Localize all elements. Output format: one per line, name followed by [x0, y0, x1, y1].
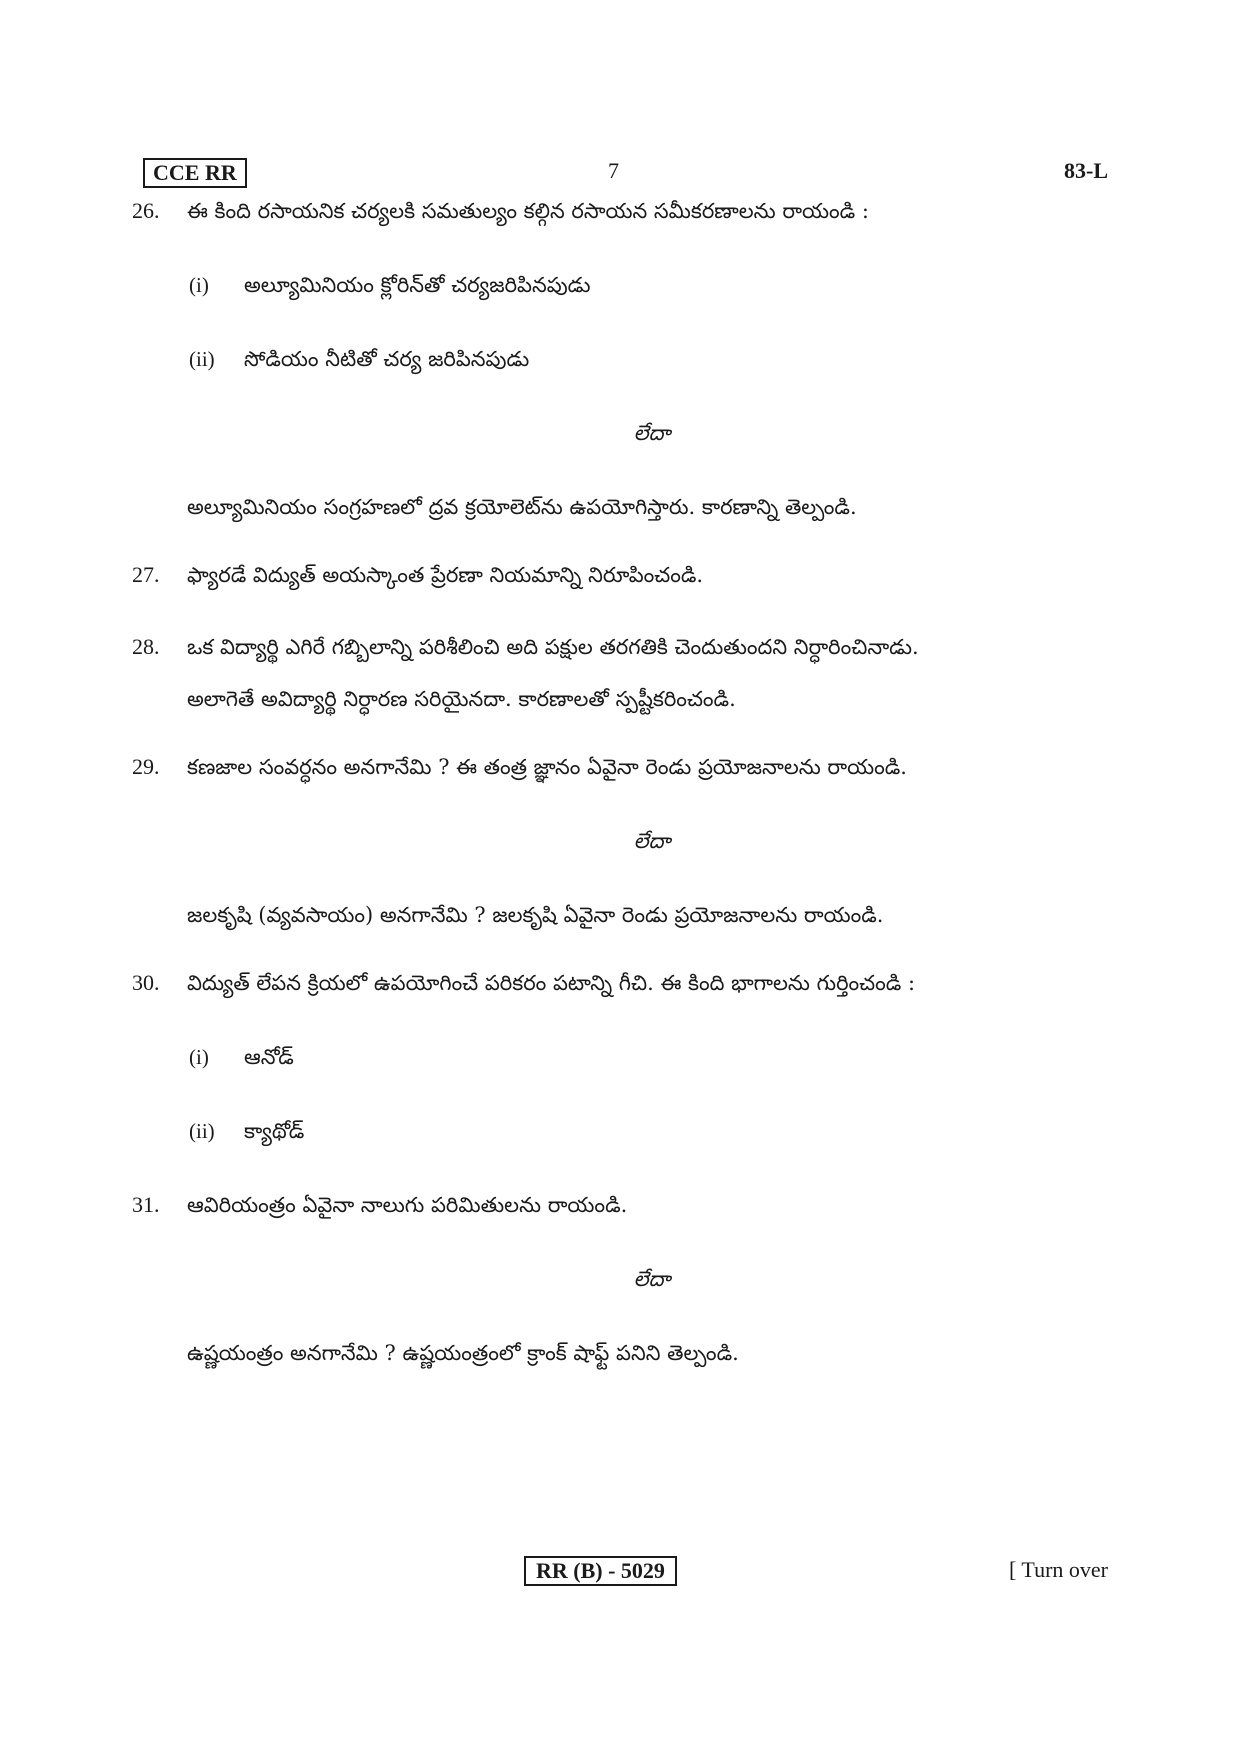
- questions-section: [132, 196, 1117, 1368]
- sub-text: సోడియం నీటితో చర్య జరిపినపుడు: [244, 347, 530, 371]
- question-number: 31.: [132, 1192, 160, 1217]
- question-26-alternative: అల్యూమినియం సంగ్రహణలో ద్రవ క్రయోలెట్‌ను ఉపయోగిస్తారు. కారణాన్ని తెల్పండి.: [187, 495, 857, 519]
- sub-text: ఆనోడ్: [244, 1045, 294, 1069]
- turn-over-label: [ Turn over: [1008, 1557, 1108, 1582]
- question-text-line-1: ఒక విద్యార్థి ఎగిరే గబ్బిలాన్ని పరిశీలించి అది పక్షుల తరగతికి చెందుతుందని నిర్ధారించినాడు.: [187, 635, 919, 659]
- question-26: [132, 196, 1117, 226]
- question-27: [132, 560, 1117, 590]
- question-30-sub-ii: [189, 1116, 1117, 1146]
- page-header: [143, 158, 1108, 190]
- question-30-sub-i: [189, 1042, 1117, 1072]
- or-separator: లేదా: [633, 829, 671, 853]
- footer-code-box: RR (B) - 5029: [524, 1556, 677, 1586]
- question-text: ఈ కింది రసాయనిక చర్యలకి సమతుల్యం కల్గిన రసాయన సమీకరణాలను రాయండి :: [187, 199, 869, 223]
- question-26-sub-ii: [189, 344, 1117, 374]
- sub-text: క్యాథోడ్: [244, 1119, 305, 1143]
- question-28: [132, 632, 1117, 714]
- question-26-sub-i: [189, 270, 1117, 300]
- sub-number: (i): [189, 1045, 209, 1069]
- paper-code: 83-L: [1064, 158, 1108, 183]
- or-separator: లేదా: [633, 421, 671, 445]
- question-text: కణజాల సంవర్ధనం అనగానేమి ? ఈ తంత్ర జ్ఞానం ఏవైనా రెండు ప్రయోజనాలను రాయండి.: [187, 755, 907, 779]
- question-number: 28.: [132, 634, 160, 659]
- exam-code-box: CCE RR: [143, 158, 247, 188]
- question-31: [132, 1190, 1117, 1220]
- question-number: 30.: [132, 970, 160, 995]
- question-number: 26.: [132, 198, 160, 223]
- question-31-alternative: ఉష్ణయంత్రం అనగానేమి ? ఉష్ణయంత్రంలో క్రాంక్ షాఫ్ట్ పనిని తెల్పండి.: [187, 1341, 739, 1365]
- page-number: 7: [608, 158, 619, 183]
- sub-number: (ii): [189, 347, 215, 371]
- sub-text: అల్యూమినియం క్లోరిన్‌తో చర్యజరిపినపుడు: [244, 273, 591, 297]
- page-footer: [0, 1556, 1238, 1586]
- question-text-line-2: అలాగెతే అవిద్యార్థి నిర్ధారణ సరియైనదా. కారణాలతో స్పష్టీకరించండి.: [187, 687, 736, 711]
- question-text: విద్యుత్ లేపన క్రియలో ఉపయోగించే పరికరం పటాన్ని గీచి. ఈ కింది భాగాలను గుర్తించండి :: [187, 971, 916, 995]
- or-separator: లేదా: [633, 1267, 671, 1291]
- question-text: ఆవిరియంత్రం ఏవైనా నాలుగు పరిమితులను రాయండి.: [187, 1193, 628, 1217]
- question-30: [132, 968, 1117, 998]
- question-29: [132, 752, 1117, 782]
- sub-number: (ii): [189, 1119, 215, 1143]
- question-text: ఫ్యారడే విద్యుత్ అయస్కాంత ప్రేరణా నియమాన్ని నిరూపించండి.: [187, 563, 704, 587]
- question-number: 29.: [132, 754, 160, 779]
- question-number: 27.: [132, 562, 160, 587]
- question-29-alternative: జలకృషి (వ్యవసాయం) అనగానేమి ? జలకృషి ఏవైనా రెండు ప్రయోజనాలను రాయండి.: [187, 903, 884, 927]
- sub-number: (i): [189, 273, 209, 297]
